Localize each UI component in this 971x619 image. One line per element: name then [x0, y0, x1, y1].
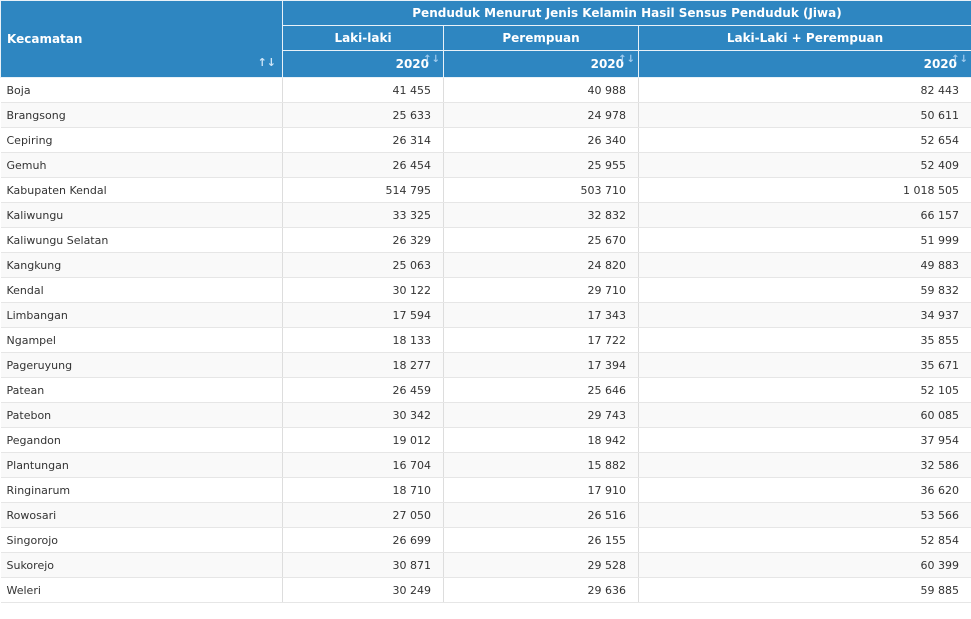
cell-total: 32 586 — [639, 453, 971, 478]
table-row — [1, 303, 971, 328]
sort-arrows-icon[interactable]: ↑↓ — [257, 56, 276, 69]
cell-total: 51 999 — [639, 228, 971, 253]
table-body — [1, 78, 971, 603]
cell-kecamatan: Kaliwungu — [1, 203, 283, 228]
table-row — [1, 428, 971, 453]
table-row — [1, 203, 971, 228]
table-row — [1, 153, 971, 178]
cell-laki: 17 594 — [283, 303, 444, 328]
cell-kecamatan: Limbangan — [1, 303, 283, 328]
column-header-total: Laki-Laki + Perempuan — [639, 26, 971, 51]
kecamatan-header-label: Kecamatan — [7, 32, 83, 46]
cell-perempuan: 40 988 — [444, 78, 639, 103]
cell-laki: 514 795 — [283, 178, 444, 203]
cell-perempuan: 24 978 — [444, 103, 639, 128]
cell-kecamatan: Singorojo — [1, 528, 283, 553]
year-label: 2020 — [590, 57, 624, 71]
cell-laki: 30 871 — [283, 553, 444, 578]
kecamatan-header[interactable] — [1, 1, 283, 78]
cell-kecamatan: Ngampel — [1, 328, 283, 353]
table-row — [1, 478, 971, 503]
cell-laki: 30 122 — [283, 278, 444, 303]
cell-total: 52 854 — [639, 528, 971, 553]
column-header-laki: Laki-laki — [283, 26, 444, 51]
table-row — [1, 103, 971, 128]
table-row — [1, 78, 971, 103]
cell-total: 82 443 — [639, 78, 971, 103]
cell-perempuan: 24 820 — [444, 253, 639, 278]
cell-laki: 16 704 — [283, 453, 444, 478]
cell-kecamatan: Weleri — [1, 578, 283, 603]
cell-perempuan: 17 722 — [444, 328, 639, 353]
cell-perempuan: 25 670 — [444, 228, 639, 253]
cell-perempuan: 25 646 — [444, 378, 639, 403]
table-row — [1, 228, 971, 253]
table-row — [1, 253, 971, 278]
cell-laki: 41 455 — [283, 78, 444, 103]
cell-perempuan: 18 942 — [444, 428, 639, 453]
cell-perempuan: 29 636 — [444, 578, 639, 603]
cell-kecamatan: Kendal — [1, 278, 283, 303]
cell-total: 60 085 — [639, 403, 971, 428]
cell-laki: 18 133 — [283, 328, 444, 353]
table-row — [1, 403, 971, 428]
cell-kecamatan: Pegandon — [1, 428, 283, 453]
cell-total: 53 566 — [639, 503, 971, 528]
table-row — [1, 453, 971, 478]
cell-perempuan: 29 528 — [444, 553, 639, 578]
cell-total: 49 883 — [639, 253, 971, 278]
year-header-total[interactable] — [639, 51, 971, 78]
table-row — [1, 578, 971, 603]
cell-perempuan: 17 394 — [444, 353, 639, 378]
cell-perempuan: 26 516 — [444, 503, 639, 528]
table-row — [1, 553, 971, 578]
table-row — [1, 378, 971, 403]
cell-laki: 27 050 — [283, 503, 444, 528]
cell-total: 36 620 — [639, 478, 971, 503]
cell-kecamatan: Sukorejo — [1, 553, 283, 578]
cell-kecamatan: Cepiring — [1, 128, 283, 153]
cell-kecamatan: Rowosari — [1, 503, 283, 528]
cell-perempuan: 17 910 — [444, 478, 639, 503]
cell-kecamatan: Boja — [1, 78, 283, 103]
cell-laki: 30 342 — [283, 403, 444, 428]
cell-perempuan: 32 832 — [444, 203, 639, 228]
cell-laki: 26 314 — [283, 128, 444, 153]
cell-perempuan: 29 743 — [444, 403, 639, 428]
cell-kecamatan: Kaliwungu Selatan — [1, 228, 283, 253]
cell-laki: 30 249 — [283, 578, 444, 603]
cell-perempuan: 26 340 — [444, 128, 639, 153]
cell-perempuan: 26 155 — [444, 528, 639, 553]
cell-total: 34 937 — [639, 303, 971, 328]
cell-total: 60 399 — [639, 553, 971, 578]
table-row — [1, 503, 971, 528]
cell-laki: 18 710 — [283, 478, 444, 503]
cell-total: 35 671 — [639, 353, 971, 378]
cell-laki: 33 325 — [283, 203, 444, 228]
cell-perempuan: 25 955 — [444, 153, 639, 178]
table-row — [1, 353, 971, 378]
cell-total: 50 611 — [639, 103, 971, 128]
cell-kecamatan: Gemuh — [1, 153, 283, 178]
cell-perempuan: 29 710 — [444, 278, 639, 303]
cell-laki: 25 063 — [283, 253, 444, 278]
cell-total: 52 409 — [639, 153, 971, 178]
cell-total: 52 105 — [639, 378, 971, 403]
cell-perempuan: 503 710 — [444, 178, 639, 203]
cell-laki: 26 699 — [283, 528, 444, 553]
table-row — [1, 278, 971, 303]
column-header-perempuan: Perempuan — [444, 26, 639, 51]
cell-kecamatan: Brangsong — [1, 103, 283, 128]
cell-kecamatan: Kangkung — [1, 253, 283, 278]
year-label: 2020 — [923, 57, 957, 71]
cell-laki: 19 012 — [283, 428, 444, 453]
cell-total: 1 018 505 — [639, 178, 971, 203]
cell-total: 35 855 — [639, 328, 971, 353]
cell-laki: 26 459 — [283, 378, 444, 403]
cell-total: 59 832 — [639, 278, 971, 303]
cell-kecamatan: Ringinarum — [1, 478, 283, 503]
sort-arrows-icon[interactable]: ↑↓ — [618, 54, 635, 65]
cell-kecamatan: Patebon — [1, 403, 283, 428]
year-header-perempuan[interactable] — [444, 51, 639, 78]
group-header: Penduduk Menurut Jenis Kelamin Hasil Sensus Penduduk (Jiwa) — [283, 1, 971, 26]
cell-perempuan: 15 882 — [444, 453, 639, 478]
table-row — [1, 328, 971, 353]
cell-total: 66 157 — [639, 203, 971, 228]
cell-total: 52 654 — [639, 128, 971, 153]
cell-laki: 25 633 — [283, 103, 444, 128]
table-row — [1, 528, 971, 553]
year-header-laki[interactable] — [283, 51, 444, 78]
cell-kecamatan: Plantungan — [1, 453, 283, 478]
year-label: 2020 — [395, 57, 429, 71]
cell-laki: 26 454 — [283, 153, 444, 178]
cell-laki: 26 329 — [283, 228, 444, 253]
cell-kecamatan: Kabupaten Kendal — [1, 178, 283, 203]
table-row — [1, 128, 971, 153]
cell-perempuan: 17 343 — [444, 303, 639, 328]
sort-arrows-icon[interactable]: ↑↓ — [951, 54, 968, 65]
cell-kecamatan: Patean — [1, 378, 283, 403]
cell-kecamatan: Pageruyung — [1, 353, 283, 378]
cell-total: 59 885 — [639, 578, 971, 603]
cell-total: 37 954 — [639, 428, 971, 453]
sort-arrows-icon[interactable]: ↑↓ — [423, 54, 440, 65]
cell-laki: 18 277 — [283, 353, 444, 378]
table-row — [1, 178, 971, 203]
